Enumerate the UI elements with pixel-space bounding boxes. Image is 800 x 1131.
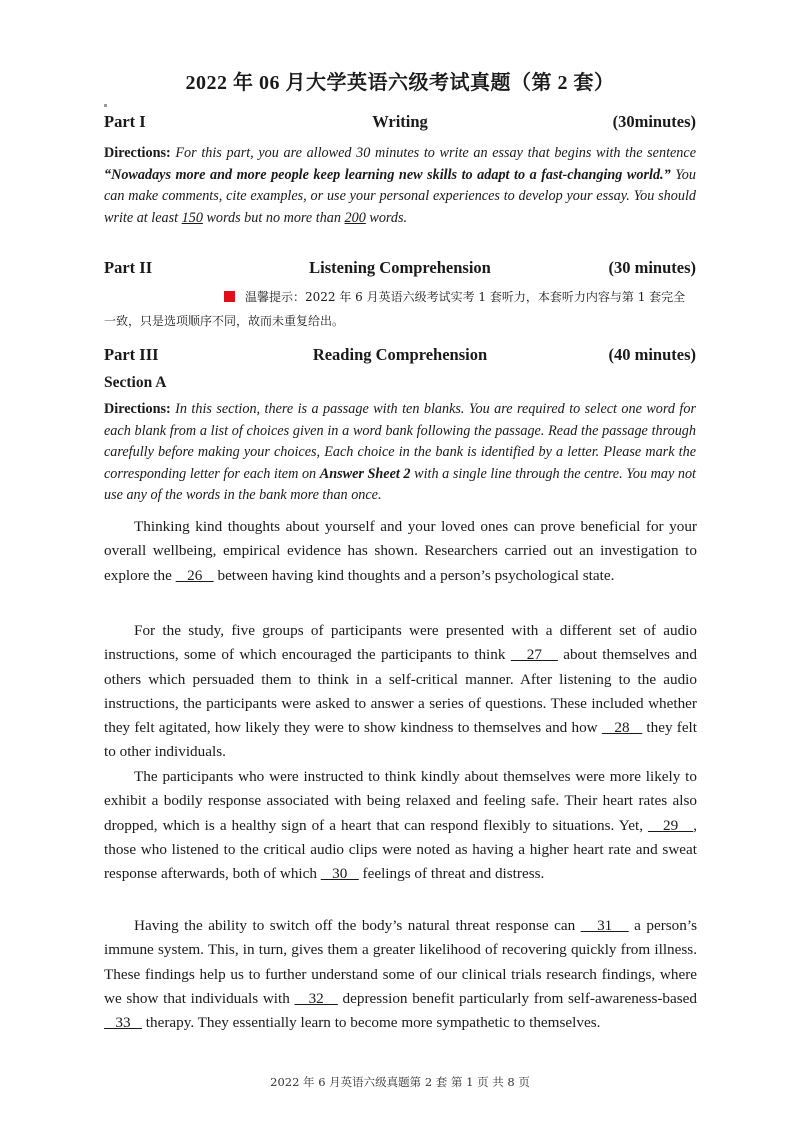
scan-dot (104, 104, 107, 107)
listening-tip (104, 285, 696, 333)
part2-time: (30 minutes) (608, 258, 696, 277)
blank-26: 26 (175, 566, 214, 584)
part1-label: Part I (104, 112, 146, 131)
part3-directions (104, 399, 696, 507)
part1-header (104, 112, 696, 136)
directions-label: Directions: (104, 145, 171, 161)
part2-label: Part II (104, 258, 153, 277)
page-title: 2022 年 06 月大学英语六级考试真题（第 2 套） (185, 72, 615, 94)
passage-paragraph-3: The participants who were instructed to think kindly about themselves were more likely to exhibit a bodily response associated with being relaxed and feeling safe. Their heart rates also dropped, which is a healthy sign of a heart that can respond flexibly to situations. Yet, 29 , those who listened to the critical audio clips were noted as having a higher heart rate and sweat response afterwards, both of which 30 feelings of threat and distress. (104, 768, 697, 883)
red-square-icon (224, 291, 235, 302)
blank-30: 30 (320, 865, 359, 883)
essay-sentence: “Nowadays more and more people keep learning new skills to adapt to a fast-changing world.” (104, 166, 671, 183)
directions-text: with a single line through the centre. You may not use any of the words in the bank more than once. (104, 465, 696, 503)
blank-32: 32 (294, 989, 338, 1007)
part3-header (104, 345, 696, 369)
directions-text: words. (365, 209, 408, 226)
section-label: Section A (104, 374, 167, 391)
directions-label: Directions: (104, 401, 171, 417)
blank-28: 28 (601, 719, 643, 737)
blank-31: 31 (580, 917, 629, 934)
part3-time: (40 minutes) (608, 345, 696, 364)
page-footer: 2022 年 6 月英语六级真题第 2 套 第 1 页 共 8 页 (270, 1075, 530, 1089)
directions-text: In this section, there is a passage with ten blanks. You are required to select one word for each blank from a list of choices given in a word bank following the passage. Read the passage through carefully before making your choices, Each choice in the bank is identified by a letter. Please mark the corresponding letter for each item on (104, 401, 696, 482)
passage-paragraph-4: Having the ability to switch off the body’s natural threat response can 31 a person’s immune system. This, in turn, gives them a greater likelihood of recovering quickly from illness. These findings help us to further understand some of our clinical trials research findings, where we show that individuals with 32 depression benefit particularly from self-awareness-based 33 therapy. They essentially learn to become more sympathetic to themselves. (104, 917, 697, 1032)
blank-33: 33 (104, 1014, 142, 1032)
tip-text: 温馨提示：2022 年 6 月英语六级考试实考 1 套听力，本套听力内容与第 1 套完全一致，只是选项顺序不同，故而未重复给出。 (104, 290, 686, 328)
passage-paragraph-1: Thinking kind thoughts about yourself and your loved ones can prove beneficial for your overall wellbeing, empirical evidence has shown. Researchers carried out an investigation to explore the 26 between having kind thoughts and a person’s psychological state. (104, 518, 697, 584)
part2-header (104, 258, 696, 282)
answer-sheet: Answer Sheet 2 (319, 465, 411, 482)
blank-27: 27 (510, 646, 558, 664)
directions-text: You can make comments, cite examples, or use your personal experiences to develop your essay. You should write at least (104, 166, 696, 226)
max-words: 200 (344, 209, 366, 226)
part1-time: (30minutes) (612, 112, 696, 131)
min-words: 150 (181, 209, 203, 226)
part3-label: Part III (104, 345, 159, 364)
part2-name: Listening Comprehension (309, 258, 491, 277)
passage-paragraph-2: For the study, five groups of participants were presented with a different set of audio instructions, some of which encouraged the participants to think 27 about themselves and others which persuaded them to think in a self-critical manner. After listening to the audio instructions, the participants were asked to answer a series of questions. These included whether they felt agitated, how likely they were to show kindness to themselves and how 28 they felt to other individuals. (104, 622, 697, 761)
blank-29: 29 (648, 816, 694, 834)
directions-text: For this part, you are allowed 30 minutes to write an essay that begins with the sentence (170, 145, 696, 161)
part1-directions (104, 143, 696, 229)
part1-name: Writing (372, 112, 428, 131)
part3-name: Reading Comprehension (312, 345, 488, 364)
directions-text: words but no more than (202, 209, 345, 226)
